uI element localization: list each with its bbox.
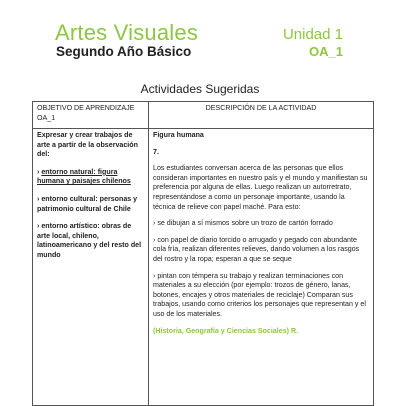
- objective-intro: Expresar y crear trabajos de arte a partir de la observación del:: [37, 131, 138, 159]
- bullet-glyph: ›: [37, 222, 42, 231]
- activity-step: › pintan con témpera su trabajo y realizan terminaciones con materiales a su elección (por ejemplo: trozos de género, lanas, botones, encajes y otros materiales de reciclaje) Comparan sus trabajos, usando como criterios los personajes que representan y el uso de los materiales.: [153, 271, 366, 318]
- activity-number: 7.: [153, 147, 159, 156]
- objective-item-label: entorno cultural: personas y patrimonio cultural de Chile: [37, 194, 138, 213]
- table-header-row: [33, 102, 374, 129]
- objective-item-artistic: [37, 222, 144, 260]
- activity-cell: [149, 129, 374, 406]
- section-title: Actividades Sugeridas: [140, 82, 260, 96]
- oa-code-label: OA_1: [309, 44, 343, 59]
- activity-step: › con papel de diario torcido o arrugado y pegado con abundante cola fría, realizan diferentes relieves, dando volumen a los rasgos del rostro y la ropa; esperan a que se seque: [153, 235, 360, 263]
- bullet-glyph: ›: [37, 167, 42, 176]
- activities-table: [32, 101, 374, 406]
- activity-column-header: DESCRIPCIÓN DE LA ACTIVIDAD: [149, 102, 374, 129]
- objective-item-label: entorno artístico: obras de arte local, chileno, latinoamericano y del resto del mundo: [37, 222, 142, 259]
- objective-column-header: OBJETIVO DE APRENDIZAJE OA_1: [33, 102, 149, 129]
- crossref-note: (Historia, Geografía y Ciencias Sociales) R.: [153, 326, 299, 335]
- activity-step: › se dibujan a sí mismos sobre un trozo de cartón forrado: [153, 219, 333, 228]
- subject-title: Artes Visuales: [55, 20, 199, 45]
- bullet-glyph: ›: [37, 194, 42, 203]
- objective-item-cultural: [37, 195, 144, 214]
- objective-item-natural: [37, 168, 144, 187]
- objective-cell: [33, 129, 149, 406]
- objective-item-label: entorno natural: figura humana y paisajes chilenos: [37, 167, 131, 186]
- table-row: [33, 129, 374, 406]
- grade-subtitle: Segundo Año Básico: [56, 44, 192, 59]
- unit-label: Unidad 1: [282, 26, 343, 43]
- activity-paragraph: Los estudiantes conversan acerca de las personas que ellos consideran importantes en nuestro país y el mundo y manifiestan su preferencia por alguna de ellas. Luego realizan un autorretrato, representándose a como un personaje importante, usando la técnica de relieve con papel maché. Para esto:: [153, 164, 368, 211]
- activity-title: Figura humana: [153, 131, 204, 139]
